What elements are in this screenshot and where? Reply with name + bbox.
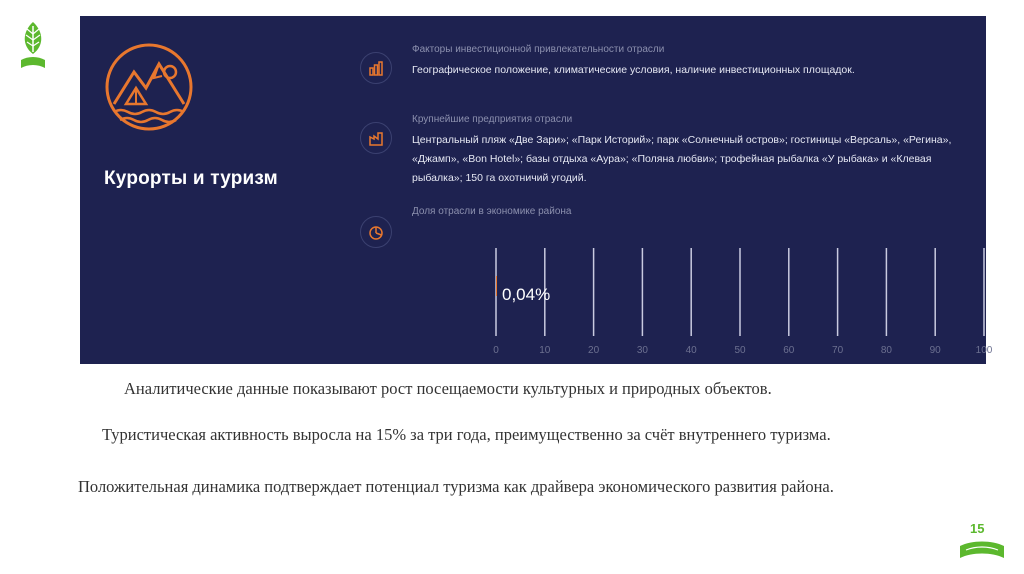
x-tick-label: 40 [685,345,697,356]
x-tick-label: 70 [832,345,844,356]
x-tick-label: 10 [539,345,551,356]
x-tick-label: 30 [636,345,648,356]
section-text-enterprises: Центральный пляж «Две Зари»; «Парк Историй»; парк «Солнечный остров»; гостиницы «Версаль», «Регина», «Джамп», «Bon Hotel»; базы отдыха «Аура»; «Поляна любви»; трофейная рыбалка «У рыбака» и «Клевая рыбалка»; 150 га охотничий угодий. [412,134,952,184]
x-tick-label: 80 [880,345,892,356]
factory-icon [360,122,392,154]
paragraph-analytics: Аналитические данные показывают рост посещаемости культурных и природных объектов. [124,379,772,398]
section-text-factors: Географическое положение, климатические условия, наличие инвестиционных площадок. [412,64,855,76]
x-tick-label: 60 [783,345,795,356]
paragraph-activity: Туристическая активность выросла на 15% за три года, преимущественно за счёт внутреннего туризма. [102,425,831,444]
section-label-enterprises: Крупнейшие предприятия отрасли [412,114,573,125]
leaf-footer-icon [958,540,1006,562]
x-tick-label: 0 [493,345,499,356]
x-tick-label: 90 [929,345,941,356]
industry-banner [80,16,993,364]
section-label-factors: Факторы инвестиционной привлекательности отрасли [412,44,665,55]
x-tick-label: 20 [588,345,600,356]
x-tick-label: 100 [975,345,993,356]
data-label: 0,04% [502,285,551,304]
banner-title: Курорты и туризм [104,168,278,189]
x-tick-label: 50 [734,345,746,356]
section-label-share: Доля отрасли в экономике района [412,206,572,217]
pie-chart-icon [360,216,392,248]
data-bar [496,276,497,296]
bar-chart-icon [360,52,392,84]
leaf-logo-icon [18,18,48,74]
resort-emblem-icon [104,42,194,132]
paragraph-dynamics: Положительная динамика подтверждает потенциал туризма как драйвера экономического развития района. [78,477,834,496]
page-number: 15 [970,521,985,536]
industry-share-chart [412,226,993,356]
